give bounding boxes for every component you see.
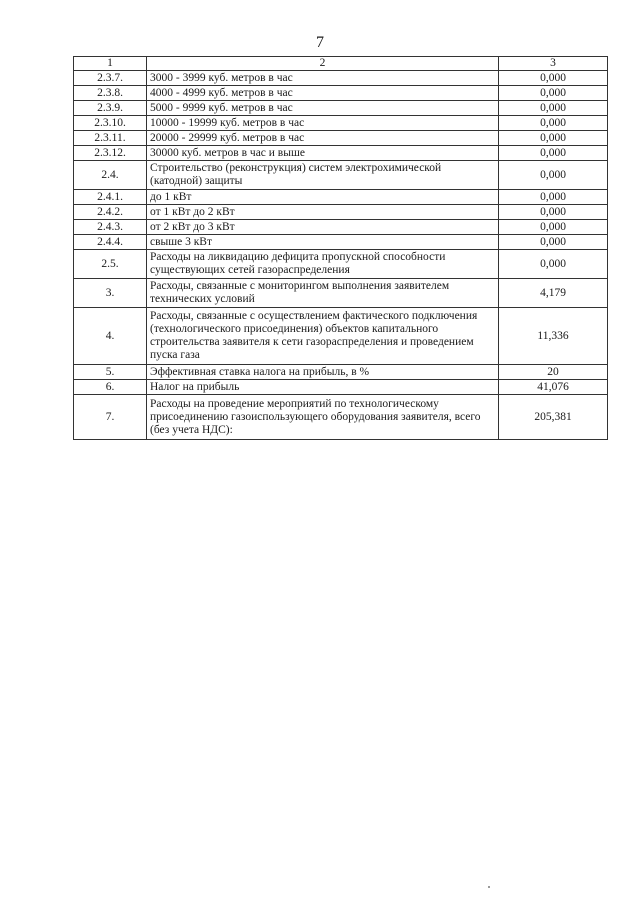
row-value: 0,000 [499,220,608,235]
row-description: Строительство (реконструкция) систем электрохимической (катодной) защиты [147,161,499,190]
row-value: 4,179 [499,279,608,308]
row-description: Расходы, связанные с осуществлением фактического подключения (технологического присоединения) объектов капитального строительства заявителя к сети газораспределения и проведением пуска газа [147,308,499,365]
row-value: 20 [499,365,608,380]
table-row [74,116,608,131]
row-description: 4000 - 4999 куб. метров в час [147,86,499,101]
row-number: 2.3.7. [74,71,147,86]
table-row [74,220,608,235]
row-description: свыше 3 кВт [147,235,499,250]
page-number: 7 [316,34,324,51]
table-row [74,250,608,279]
row-number: 2.4.1. [74,190,147,205]
row-value: 0,000 [499,101,608,116]
row-number: 2.3.9. [74,101,147,116]
row-description: Расходы, связанные с мониторингом выполнения заявителем технических условий [147,279,499,308]
table-row [74,380,608,395]
table-row [74,101,608,116]
table-row [74,131,608,146]
header-cell-2: 2 [147,57,499,71]
row-description: от 1 кВт до 2 кВт [147,205,499,220]
table-row [74,365,608,380]
row-number: 2.3.11. [74,131,147,146]
row-description: 20000 - 29999 куб. метров в час [147,131,499,146]
row-value: 205,381 [499,395,608,440]
row-number: 2.3.10. [74,116,147,131]
table-row [74,279,608,308]
row-value: 0,000 [499,146,608,161]
row-description: от 2 кВт до 3 кВт [147,220,499,235]
row-description: Эффективная ставка налога на прибыль, в % [147,365,499,380]
row-number: 2.5. [74,250,147,279]
row-number: 3. [74,279,147,308]
row-value: 0,000 [499,131,608,146]
table-row [74,190,608,205]
row-number: 7. [74,395,147,440]
table-row [74,71,608,86]
table-row [74,205,608,220]
row-number: 2.4.4. [74,235,147,250]
table-row [74,86,608,101]
table-row [74,235,608,250]
row-value: 11,336 [499,308,608,365]
cost-table [73,56,608,440]
row-value: 0,000 [499,190,608,205]
row-number: 2.3.8. [74,86,147,101]
row-number: 2.3.12. [74,146,147,161]
row-description: Налог на прибыль [147,380,499,395]
row-value: 0,000 [499,250,608,279]
row-description: 10000 - 19999 куб. метров в час [147,116,499,131]
table-header-row [74,57,608,71]
table-row [74,395,608,440]
row-value: 41,076 [499,380,608,395]
table-row [74,146,608,161]
row-description: 30000 куб. метров в час и выше [147,146,499,161]
row-value: 0,000 [499,116,608,131]
table-row [74,161,608,190]
row-description: Расходы на ликвидацию дефицита пропускной способности существующих сетей газораспределения [147,250,499,279]
row-value: 0,000 [499,235,608,250]
row-description: 3000 - 3999 куб. метров в час [147,71,499,86]
row-description: Расходы на проведение мероприятий по технологическому присоединению газоиспользующего оборудования заявителя, всего (без учета НДС): [147,395,499,440]
row-value: 0,000 [499,86,608,101]
row-value: 0,000 [499,161,608,190]
header-cell-1: 1 [74,57,147,71]
row-number: 5. [74,365,147,380]
row-value: 0,000 [499,205,608,220]
row-description: 5000 - 9999 куб. метров в час [147,101,499,116]
row-number: 2.4.3. [74,220,147,235]
scan-speck [488,886,490,888]
row-number: 6. [74,380,147,395]
header-cell-3: 3 [499,57,608,71]
row-number: 2.4. [74,161,147,190]
row-description: до 1 кВт [147,190,499,205]
row-number: 2.4.2. [74,205,147,220]
table-row [74,308,608,365]
row-value: 0,000 [499,71,608,86]
row-number: 4. [74,308,147,365]
